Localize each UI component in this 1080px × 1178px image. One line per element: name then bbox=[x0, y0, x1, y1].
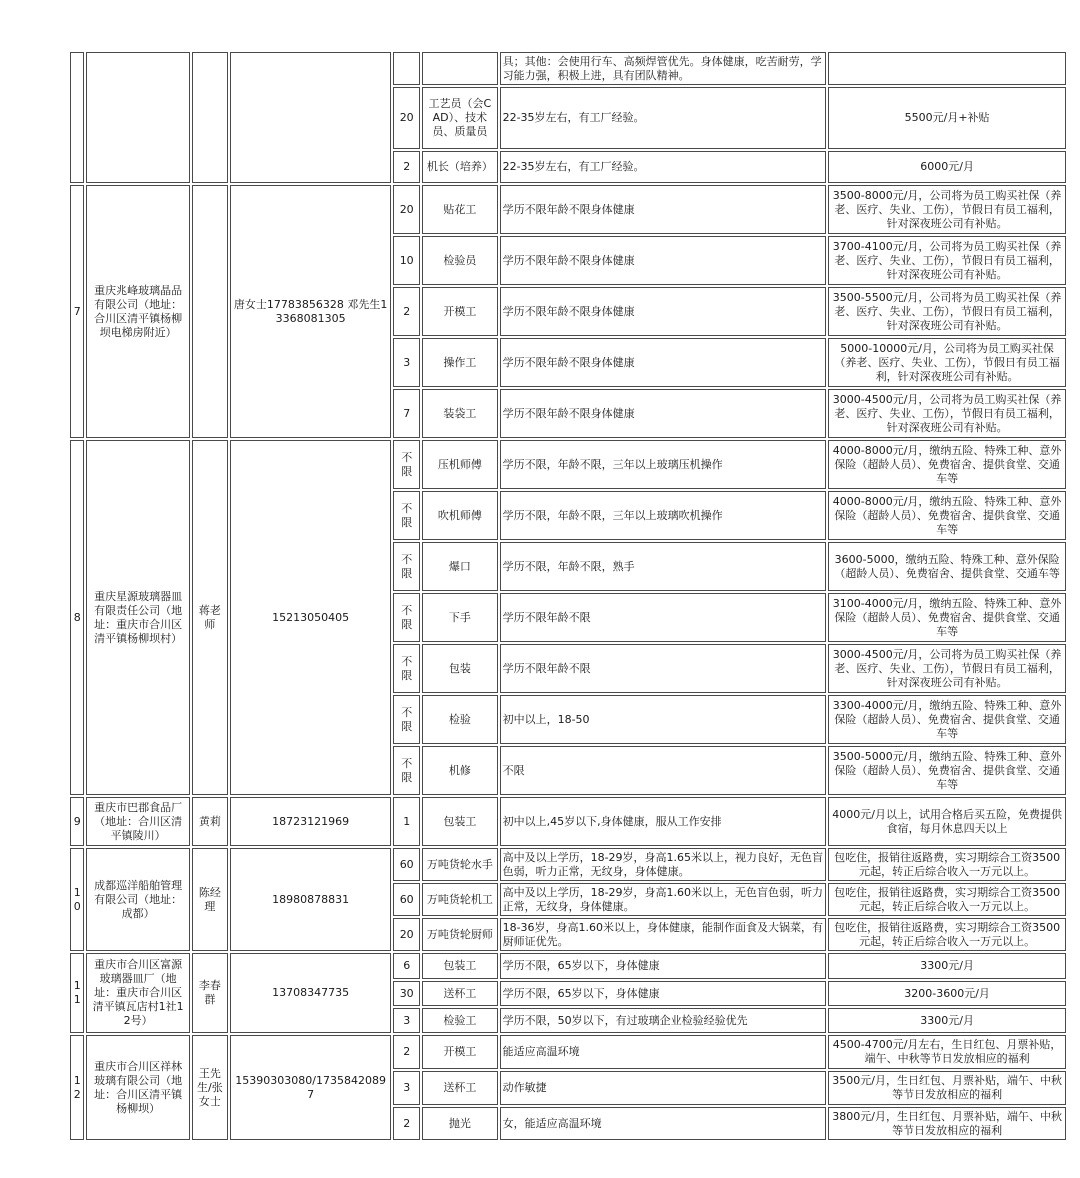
company-name: 重庆星源玻璃器皿有限责任公司（地址：重庆市合川区清平镇杨柳坝村） bbox=[86, 440, 189, 795]
hiring-count: 2 bbox=[393, 1035, 420, 1069]
salary-benefits: 3200-3600元/月 bbox=[828, 981, 1066, 1006]
job-listing-table bbox=[68, 50, 1080, 1142]
table-row bbox=[70, 848, 1066, 881]
salary-benefits: 4000元/月以上，试用合格后买五险，免费提供食宿，每月休息四天以上 bbox=[828, 797, 1066, 846]
hiring-count: 不限 bbox=[393, 644, 420, 693]
hiring-count: 20 bbox=[393, 918, 420, 951]
table-row bbox=[70, 52, 1066, 85]
hiring-count: 7 bbox=[393, 389, 420, 438]
salary-benefits: 3300-4000元/月，缴纳五险、特殊工种、意外保险（超龄人员）、免费宿舍、提供食堂、交通车等 bbox=[828, 695, 1066, 744]
position-name: 检验工 bbox=[422, 1008, 497, 1033]
requirements: 22-35岁左右，有工厂经验。 bbox=[500, 87, 827, 149]
hiring-count: 2 bbox=[393, 287, 420, 336]
company-name: 重庆市巴郡食品厂（地址：合川区清平镇陵川） bbox=[86, 797, 189, 846]
position-name: 万吨货轮厨师 bbox=[422, 918, 497, 951]
position-name bbox=[422, 52, 497, 85]
position-name: 检验员 bbox=[422, 236, 497, 285]
contact-person bbox=[192, 52, 228, 183]
hiring-count: 不限 bbox=[393, 746, 420, 795]
company-number: 8 bbox=[70, 440, 84, 795]
requirements: 学历不限，50岁以下，有过玻璃企业检验经验优先 bbox=[500, 1008, 827, 1033]
contact-phone: 13708347735 bbox=[230, 953, 391, 1033]
position-name: 装袋工 bbox=[422, 389, 497, 438]
requirements: 不限 bbox=[500, 746, 827, 795]
requirements: 初中以上,45岁以下,身体健康，服从工作安排 bbox=[500, 797, 827, 846]
position-name: 包装工 bbox=[422, 953, 497, 979]
company-name: 重庆市合川区祥林玻璃有限公司（地址：合川区清平镇杨柳坝） bbox=[86, 1035, 189, 1140]
contact-phone bbox=[230, 52, 391, 183]
salary-benefits: 3700-4100元/月，公司将为员工购买社保（养老、医疗、失业、工伤），节假日有员工福利，针对深夜班公司有补贴。 bbox=[828, 236, 1066, 285]
salary-benefits: 包吃住，报销往返路费，实习期综合工资3500元起，转正后综合收入一万元以上。 bbox=[828, 848, 1066, 881]
position-name: 送杯工 bbox=[422, 1071, 497, 1105]
position-name: 机长（培养） bbox=[422, 151, 497, 183]
requirements: 学历不限，年龄不限，三年以上玻璃压机操作 bbox=[500, 440, 827, 489]
requirements: 18-36岁，身高1.60米以上，身体健康，能制作面食及大锅菜，有厨师证优先。 bbox=[500, 918, 827, 951]
requirements: 学历不限年龄不限 bbox=[500, 644, 827, 693]
company-name: 重庆兆峰玻璃晶品有限公司（地址：合川区清平镇杨柳坝电梯房附近） bbox=[86, 185, 189, 438]
table-row bbox=[70, 1035, 1066, 1069]
salary-benefits: 包吃住，报销往返路费，实习期综合工资3500元起，转正后综合收入一万元以上。 bbox=[828, 883, 1066, 916]
position-name: 万吨货轮机工 bbox=[422, 883, 497, 916]
position-name: 送杯工 bbox=[422, 981, 497, 1006]
salary-benefits: 4500-4700元/月左右，生日红包、月票补贴，端午、中秋等节日发放相应的福利 bbox=[828, 1035, 1066, 1069]
requirements: 学历不限，65岁以下，身体健康 bbox=[500, 981, 827, 1006]
salary-benefits: 3300元/月 bbox=[828, 1008, 1066, 1033]
hiring-count: 不限 bbox=[393, 491, 420, 540]
position-name: 爆口 bbox=[422, 542, 497, 591]
position-name: 包装工 bbox=[422, 797, 497, 846]
company-number: 11 bbox=[70, 953, 84, 1033]
hiring-count: 60 bbox=[393, 883, 420, 916]
contact-person: 蒋老师 bbox=[192, 440, 228, 795]
salary-benefits: 3500元/月，生日红包、月票补贴，端午、中秋等节日发放相应的福利 bbox=[828, 1071, 1066, 1105]
salary-benefits: 3000-4500元/月，公司将为员工购买社保（养老、医疗、失业、工伤），节假日有员工福利，针对深夜班公司有补贴。 bbox=[828, 644, 1066, 693]
hiring-count: 2 bbox=[393, 1107, 420, 1140]
position-name: 操作工 bbox=[422, 338, 497, 387]
position-name: 下手 bbox=[422, 593, 497, 642]
salary-benefits: 包吃住，报销往返路费，实习期综合工资3500元起，转正后综合收入一万元以上。 bbox=[828, 918, 1066, 951]
hiring-count: 不限 bbox=[393, 542, 420, 591]
requirements: 学历不限年龄不限身体健康 bbox=[500, 185, 827, 234]
company-number: 7 bbox=[70, 185, 84, 438]
requirements: 学历不限年龄不限 bbox=[500, 593, 827, 642]
position-name: 吹机师傅 bbox=[422, 491, 497, 540]
hiring-count: 3 bbox=[393, 1008, 420, 1033]
hiring-count: 30 bbox=[393, 981, 420, 1006]
salary-benefits: 4000-8000元/月，缴纳五险、特殊工种、意外保险（超龄人员）、免费宿舍、提供食堂、交通车等 bbox=[828, 491, 1066, 540]
table-row bbox=[70, 797, 1066, 846]
requirements: 学历不限，年龄不限，熟手 bbox=[500, 542, 827, 591]
position-name: 机修 bbox=[422, 746, 497, 795]
position-name: 抛光 bbox=[422, 1107, 497, 1140]
hiring-count: 3 bbox=[393, 338, 420, 387]
company-name: 重庆市合川区富源玻璃器皿厂（地址：重庆市合川区清平镇瓦店村1社12号） bbox=[86, 953, 189, 1033]
contact-phone: 15390303080/17358420897 bbox=[230, 1035, 391, 1140]
contact-phone: 15213050405 bbox=[230, 440, 391, 795]
contact-phone: 18980878831 bbox=[230, 848, 391, 951]
requirements: 学历不限，65岁以下，身体健康 bbox=[500, 953, 827, 979]
requirements: 22-35岁左右，有工厂经验。 bbox=[500, 151, 827, 183]
hiring-count: 10 bbox=[393, 236, 420, 285]
requirements: 高中及以上学历，18-29岁，身高1.65米以上，视力良好，无色盲色弱，听力正常，无纹身，身体健康。 bbox=[500, 848, 827, 881]
position-name: 检验 bbox=[422, 695, 497, 744]
requirements: 具；其他：会使用行车、高频焊管优先。身体健康，吃苦耐劳，学习能力强，积极上进，具有团队精神。 bbox=[500, 52, 827, 85]
hiring-count: 不限 bbox=[393, 695, 420, 744]
table-row bbox=[70, 185, 1066, 234]
salary-benefits: 5500元/月+补贴 bbox=[828, 87, 1066, 149]
position-name: 工艺员（会CAD）、技术员、质量员 bbox=[422, 87, 497, 149]
table-row bbox=[70, 953, 1066, 979]
contact-person bbox=[192, 185, 228, 438]
position-name: 开模工 bbox=[422, 287, 497, 336]
hiring-count: 1 bbox=[393, 797, 420, 846]
contact-person: 黄莉 bbox=[192, 797, 228, 846]
company-number: 10 bbox=[70, 848, 84, 951]
position-name: 万吨货轮水手 bbox=[422, 848, 497, 881]
contact-person: 王先生/张女士 bbox=[192, 1035, 228, 1140]
hiring-count: 2 bbox=[393, 151, 420, 183]
contact-person: 李春群 bbox=[192, 953, 228, 1033]
table-body bbox=[70, 52, 1066, 1140]
hiring-count: 20 bbox=[393, 87, 420, 149]
salary-benefits: 3500-5500元/月，公司将为员工购买社保（养老、医疗、失业、工伤），节假日有员工福利，针对深夜班公司有补贴。 bbox=[828, 287, 1066, 336]
requirements: 学历不限年龄不限身体健康 bbox=[500, 287, 827, 336]
hiring-count: 20 bbox=[393, 185, 420, 234]
company-name: 成都巡洋船舶管理有限公司（地址：成都） bbox=[86, 848, 189, 951]
company-number bbox=[70, 52, 84, 183]
salary-benefits: 4000-8000元/月，缴纳五险、特殊工种、意外保险（超龄人员）、免费宿舍、提供食堂、交通车等 bbox=[828, 440, 1066, 489]
hiring-count: 6 bbox=[393, 953, 420, 979]
requirements: 动作敏捷 bbox=[500, 1071, 827, 1105]
salary-benefits: 6000元/月 bbox=[828, 151, 1066, 183]
hiring-count: 不限 bbox=[393, 440, 420, 489]
requirements: 学历不限年龄不限身体健康 bbox=[500, 236, 827, 285]
table-row bbox=[70, 440, 1066, 489]
position-name: 压机师傅 bbox=[422, 440, 497, 489]
contact-phone: 唐女士17783856328 邓先生13368081305 bbox=[230, 185, 391, 438]
position-name: 贴花工 bbox=[422, 185, 497, 234]
requirements: 学历不限，年龄不限，三年以上玻璃吹机操作 bbox=[500, 491, 827, 540]
position-name: 包装 bbox=[422, 644, 497, 693]
hiring-count: 3 bbox=[393, 1071, 420, 1105]
requirements: 学历不限年龄不限身体健康 bbox=[500, 389, 827, 438]
salary-benefits: 5000-10000元/月，公司将为员工购买社保（养老、医疗、失业、工伤），节假日有员工福利，针对深夜班公司有补贴。 bbox=[828, 338, 1066, 387]
salary-benefits: 3500-5000元/月，缴纳五险、特殊工种、意外保险（超龄人员）、免费宿舍、提供食堂、交通车等 bbox=[828, 746, 1066, 795]
hiring-count: 不限 bbox=[393, 593, 420, 642]
hiring-count bbox=[393, 52, 420, 85]
position-name: 开模工 bbox=[422, 1035, 497, 1069]
company-name bbox=[86, 52, 189, 183]
requirements: 能适应高温环境 bbox=[500, 1035, 827, 1069]
salary-benefits: 3600-5000，缴纳五险、特殊工种、意外保险（超龄人员）、免费宿舍、提供食堂、交通车等 bbox=[828, 542, 1066, 591]
contact-person: 陈经理 bbox=[192, 848, 228, 951]
requirements: 初中以上，18-50 bbox=[500, 695, 827, 744]
contact-phone: 18723121969 bbox=[230, 797, 391, 846]
requirements: 女，能适应高温环境 bbox=[500, 1107, 827, 1140]
hiring-count: 60 bbox=[393, 848, 420, 881]
salary-benefits: 3500-8000元/月，公司将为员工购买社保（养老、医疗、失业、工伤），节假日有员工福利，针对深夜班公司有补贴。 bbox=[828, 185, 1066, 234]
requirements: 学历不限年龄不限身体健康 bbox=[500, 338, 827, 387]
company-number: 9 bbox=[70, 797, 84, 846]
salary-benefits: 3800元/月，生日红包、月票补贴，端午、中秋等节日发放相应的福利 bbox=[828, 1107, 1066, 1140]
company-number: 12 bbox=[70, 1035, 84, 1140]
salary-benefits: 3000-4500元/月，公司将为员工购买社保（养老、医疗、失业、工伤），节假日有员工福利，针对深夜班公司有补贴。 bbox=[828, 389, 1066, 438]
salary-benefits: 3300元/月 bbox=[828, 953, 1066, 979]
requirements: 高中及以上学历，18-29岁，身高1.60米以上，无色盲色弱，听力正常，无纹身，身体健康。 bbox=[500, 883, 827, 916]
salary-benefits: 3100-4000元/月，缴纳五险、特殊工种、意外保险（超龄人员）、免费宿舍、提供食堂、交通车等 bbox=[828, 593, 1066, 642]
salary-benefits bbox=[828, 52, 1066, 85]
